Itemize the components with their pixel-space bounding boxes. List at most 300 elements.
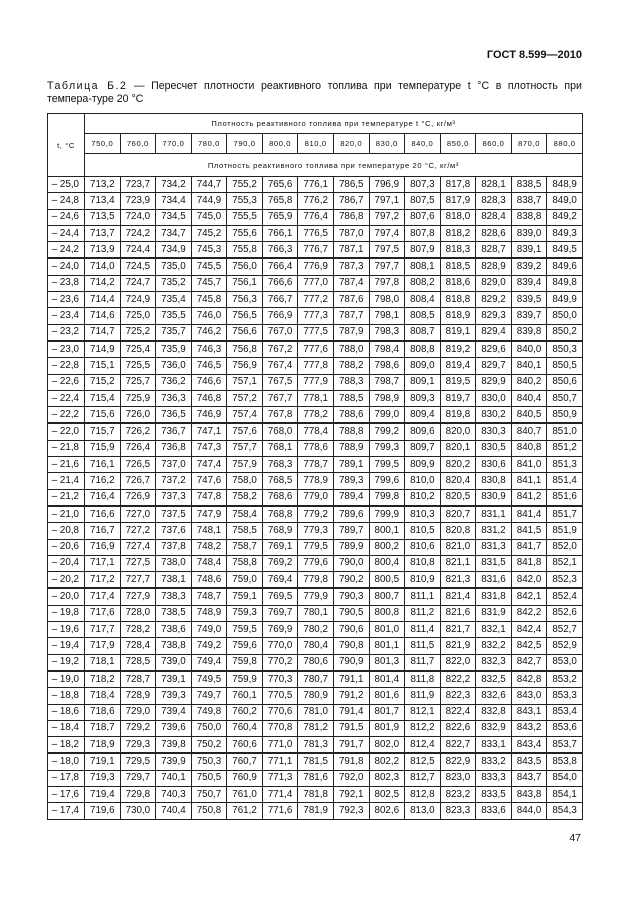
density-cell: 791,8 [333,753,369,770]
temperature-cell: – 19,2 [48,654,85,671]
density-cell: 770,6 [262,704,298,720]
density-cell: 790,2 [333,572,369,589]
page-number: 47 [569,832,581,844]
density-cell: 716,6 [85,506,121,523]
density-cell: 798,3 [369,324,405,341]
density-cell: 788,2 [333,358,369,374]
density-cell: 729,2 [120,720,156,736]
density-cell: 717,1 [85,555,121,571]
density-cell: 715,4 [85,390,121,406]
density-cell: 844,0 [511,803,547,819]
density-cell: 797,2 [369,209,405,225]
density-cell: 821,3 [440,572,476,589]
density-cell: 758,7 [227,539,263,555]
temperature-cell: – 18,8 [48,688,85,704]
density-cell: 713,2 [85,177,121,193]
density-cell: 749,0 [191,622,227,638]
density-cell: 761,2 [227,803,263,819]
density-cell: 839,0 [511,225,547,241]
density-cell: 854,0 [547,770,583,786]
density-cell: 831,5 [476,555,512,571]
density-cell: 823,2 [440,786,476,802]
density-cell: 726,7 [120,473,156,489]
density-cell: 766,4 [262,258,298,275]
density-cell: 760,6 [227,737,263,754]
density-cell: 749,8 [191,704,227,720]
density-cell: 780,4 [298,638,334,654]
density-cell: 779,8 [298,572,334,589]
density-cell: 809,1 [405,374,441,390]
density-cell: 852,1 [547,555,583,571]
density-cell: 820,4 [440,473,476,489]
table-row [48,209,583,225]
density-cell: 821,4 [440,588,476,605]
density-cell: 830,8 [476,473,512,489]
temperature-cell: – 18,6 [48,704,85,720]
temperature-cell: – 17,8 [48,770,85,786]
density-cell: 728,7 [120,671,156,688]
density-cell: 829,6 [476,341,512,358]
density-cell: 809,6 [405,423,441,440]
density-cell: 833,3 [476,770,512,786]
density-cell: 822,7 [440,737,476,754]
density-cell: 851,2 [547,440,583,456]
density-cell: 790,8 [333,638,369,654]
table-row [48,292,583,308]
density-cell: 850,2 [547,324,583,341]
density-column-header: 780,0 [191,134,227,154]
density-cell: 758,4 [227,506,263,523]
density-cell: 750,7 [191,786,227,802]
density-cell: 800,8 [369,605,405,621]
density-cell: 791,4 [333,704,369,720]
density-cell: 746,2 [191,324,227,341]
density-cell: 799,2 [369,423,405,440]
density-cell: 851,6 [547,489,583,506]
density-cell: 766,6 [262,275,298,291]
density-column-header: 880,0 [547,134,583,154]
density-cell: 727,7 [120,572,156,589]
density-cell: 818,5 [440,258,476,275]
density-cell: 791,2 [333,688,369,704]
density-column-header: 850,0 [440,134,476,154]
density-cell: 818,6 [440,275,476,291]
density-cell: 801,9 [369,720,405,736]
density-cell: 726,0 [120,407,156,424]
density-cell: 828,4 [476,209,512,225]
density-cell: 852,3 [547,572,583,589]
density-cell: 809,9 [405,457,441,473]
table-row [48,407,583,424]
density-cell: 740,1 [156,770,192,786]
density-cell: 798,0 [369,292,405,308]
density-cell: 715,6 [85,407,121,424]
temperature-cell: – 18,0 [48,753,85,770]
table-row [48,358,583,374]
temperature-cell: – 21,4 [48,473,85,489]
density-cell: 735,5 [156,308,192,324]
density-cell: 787,3 [333,258,369,275]
density-cell: 850,0 [547,308,583,324]
density-cell: 788,3 [333,374,369,390]
density-cell: 727,2 [120,523,156,539]
density-cell: 821,6 [440,605,476,621]
table-row [48,688,583,704]
density-cell: 768,6 [262,489,298,506]
density-cell: 819,5 [440,374,476,390]
density-cell: 715,2 [85,374,121,390]
density-cell: 853,7 [547,737,583,754]
density-cell: 727,0 [120,506,156,523]
density-cell: 724,2 [120,225,156,241]
density-cell: 853,3 [547,688,583,704]
table-row [48,671,583,688]
density-cell: 789,4 [333,489,369,506]
density-cell: 813,0 [405,803,441,819]
density-cell: 759,6 [227,638,263,654]
temperature-cell: – 22,8 [48,358,85,374]
density-cell: 797,7 [369,258,405,275]
density-cell: 854,3 [547,803,583,819]
density-cell: 832,1 [476,622,512,638]
density-cell: 765,8 [262,193,298,209]
density-cell: 724,0 [120,209,156,225]
density-cell: 798,7 [369,374,405,390]
density-cell: 725,2 [120,324,156,341]
density-cell: 848,9 [547,177,583,193]
density-cell: 724,9 [120,292,156,308]
density-cell: 739,3 [156,688,192,704]
temperature-cell: – 23,6 [48,292,85,308]
density-cell: 725,0 [120,308,156,324]
temperature-cell: – 17,4 [48,803,85,819]
table-row [48,225,583,241]
density-cell: 761,0 [227,786,263,802]
density-cell: 822,2 [440,671,476,688]
density-cell: 833,2 [476,753,512,770]
density-cell: 757,7 [227,440,263,456]
density-cell: 777,5 [298,324,334,341]
density-cell: 853,8 [547,753,583,770]
density-cell: 776,1 [298,177,334,193]
density-cell: 852,7 [547,622,583,638]
temperature-cell: – 22,0 [48,423,85,440]
density-cell: 801,7 [369,704,405,720]
density-cell: 727,4 [120,539,156,555]
table-row [48,523,583,539]
density-cell: 781,9 [298,803,334,819]
density-cell: 831,6 [476,572,512,589]
density-cell: 718,7 [85,720,121,736]
table-row [48,193,583,209]
density-cell: 738,5 [156,605,192,621]
density-cell: 725,4 [120,341,156,358]
temperature-cell: – 24,0 [48,258,85,275]
density-cell: 802,2 [369,753,405,770]
density-cell: 842,4 [511,622,547,638]
density-cell: 800,2 [369,539,405,555]
density-cell: 790,5 [333,605,369,621]
temperature-cell: – 17,6 [48,786,85,802]
density-cell: 756,6 [227,324,263,341]
density-cell: 829,3 [476,308,512,324]
table-row [48,390,583,406]
density-cell: 748,7 [191,588,227,605]
density-cell: 757,9 [227,457,263,473]
density-cell: 776,5 [298,225,334,241]
density-cell: 770,8 [262,720,298,736]
density-cell: 791,1 [333,671,369,688]
density-cell: 715,9 [85,440,121,456]
density-cell: 739,8 [156,737,192,754]
density-cell: 818,0 [440,209,476,225]
density-cell: 798,9 [369,390,405,406]
temperature-cell: – 19,4 [48,638,85,654]
density-cell: 734,4 [156,193,192,209]
density-column-header: 870,0 [511,134,547,154]
density-cell: 789,3 [333,473,369,489]
density-cell: 838,5 [511,177,547,193]
density-cell: 747,9 [191,506,227,523]
density-cell: 714,4 [85,292,121,308]
density-cell: 838,7 [511,193,547,209]
density-cell: 812,7 [405,770,441,786]
density-cell: 715,1 [85,358,121,374]
table-row [48,605,583,621]
density-cell: 734,7 [156,225,192,241]
density-cell: 739,4 [156,704,192,720]
density-cell: 807,8 [405,225,441,241]
density-cell: 851,3 [547,457,583,473]
density-cell: 822,9 [440,753,476,770]
table-header [48,114,583,177]
density-cell: 719,6 [85,803,121,819]
density-cell: 780,1 [298,605,334,621]
density-cell: 770,3 [262,671,298,688]
table-row [48,489,583,506]
density-cell: 745,3 [191,242,227,259]
density-cell: 765,9 [262,209,298,225]
density-cell: 736,8 [156,440,192,456]
density-cell: 792,1 [333,786,369,802]
density-cell: 759,1 [227,588,263,605]
density-column-header: 840,0 [405,134,441,154]
density-column-header: 790,0 [227,134,263,154]
density-cell: 829,4 [476,324,512,341]
density-cell: 717,7 [85,622,121,638]
density-cell: 724,5 [120,258,156,275]
density-cell: 750,8 [191,803,227,819]
density-at-t-header: Плотность реактивного топлива при температуре t °C, кг/м³ [85,114,583,134]
density-cell: 809,7 [405,440,441,456]
density-cell: 715,7 [85,423,121,440]
temperature-cell: – 18,2 [48,737,85,754]
density-cell: 839,4 [511,275,547,291]
density-cell: 852,6 [547,605,583,621]
density-cell: 779,3 [298,523,334,539]
density-cell: 853,6 [547,720,583,736]
density-cell: 808,2 [405,275,441,291]
density-cell: 778,7 [298,457,334,473]
density-cell: 780,7 [298,671,334,688]
density-cell: 808,4 [405,292,441,308]
density-cell: 817,8 [440,177,476,193]
density-cell: 849,6 [547,258,583,275]
density-cell: 758,8 [227,555,263,571]
density-cell: 838,8 [511,209,547,225]
density-cell: 789,9 [333,539,369,555]
density-cell: 843,4 [511,737,547,754]
density-cell: 777,9 [298,374,334,390]
density-cell: 852,4 [547,588,583,605]
density-cell: 821,9 [440,638,476,654]
density-cell: 790,6 [333,622,369,638]
density-cell: 737,5 [156,506,192,523]
density-cell: 718,2 [85,671,121,688]
density-cell: 760,7 [227,753,263,770]
density-cell: 779,2 [298,506,334,523]
density-cell: 735,0 [156,258,192,275]
density-column-header: 800,0 [262,134,298,154]
density-cell: 718,9 [85,737,121,754]
density-column-header: 770,0 [156,134,192,154]
density-cell: 781,6 [298,770,334,786]
density-cell: 801,3 [369,654,405,671]
density-cell: 849,8 [547,275,583,291]
density-cell: 811,7 [405,654,441,671]
density-cell: 830,5 [476,440,512,456]
density-cell: 831,9 [476,605,512,621]
density-cell: 854,1 [547,786,583,802]
density-cell: 719,1 [85,753,121,770]
density-cell: 820,1 [440,440,476,456]
density-cell: 808,7 [405,324,441,341]
density-cell: 776,7 [298,242,334,259]
density-cell: 756,0 [227,258,263,275]
density-cell: 843,1 [511,704,547,720]
density-cell: 716,4 [85,489,121,506]
density-cell: 779,0 [298,489,334,506]
density-cell: 788,9 [333,440,369,456]
density-cell: 750,5 [191,770,227,786]
density-cell: 791,7 [333,737,369,754]
density-cell: 727,5 [120,555,156,571]
density-cell: 739,0 [156,654,192,671]
density-cell: 853,0 [547,654,583,671]
density-cell: 736,2 [156,374,192,390]
density-cell: 739,1 [156,671,192,688]
density-cell: 735,7 [156,324,192,341]
temperature-cell: – 22,6 [48,374,85,390]
density-cell: 849,0 [547,193,583,209]
density-cell: 823,0 [440,770,476,786]
density-cell: 789,6 [333,506,369,523]
density-cell: 808,1 [405,258,441,275]
density-cell: 719,4 [85,786,121,802]
density-cell: 850,7 [547,390,583,406]
density-cell: 850,3 [547,341,583,358]
density-cell: 745,5 [191,258,227,275]
density-cell: 745,2 [191,225,227,241]
density-cell: 787,9 [333,324,369,341]
density-cell: 777,3 [298,308,334,324]
density-cell: 748,2 [191,539,227,555]
density-cell: 776,2 [298,193,334,209]
density-cell: 810,9 [405,572,441,589]
density-column-header: 860,0 [476,134,512,154]
density-cell: 818,8 [440,292,476,308]
table-row [48,457,583,473]
density-cell: 728,5 [120,654,156,671]
temperature-cell: – 21,2 [48,489,85,506]
table-row [48,803,583,819]
density-cell: 833,5 [476,786,512,802]
density-cell: 841,7 [511,539,547,555]
density-cell: 812,4 [405,737,441,754]
density-cell: 729,5 [120,753,156,770]
table-row [48,622,583,638]
density-cell: 730,0 [120,803,156,819]
density-cell: 841,4 [511,506,547,523]
density-cell: 781,5 [298,753,334,770]
density-cell: 807,6 [405,209,441,225]
density-cell: 829,7 [476,358,512,374]
density-cell: 849,9 [547,292,583,308]
density-cell: 718,1 [85,654,121,671]
density-cell: 759,8 [227,654,263,671]
density-cell: 747,6 [191,473,227,489]
density-cell: 771,0 [262,737,298,754]
temperature-cell: – 21,6 [48,457,85,473]
density-cell: 796,9 [369,177,405,193]
density-cell: 736,5 [156,407,192,424]
density-cell: 766,1 [262,225,298,241]
density-cell: 830,9 [476,489,512,506]
table-row [48,753,583,770]
density-cell: 726,5 [120,457,156,473]
density-cell: 717,2 [85,572,121,589]
temperature-cell: – 23,4 [48,308,85,324]
density-cell: 832,8 [476,704,512,720]
density-cell: 799,8 [369,489,405,506]
density-cell: 807,9 [405,242,441,259]
density-cell: 808,8 [405,341,441,358]
density-cell: 798,1 [369,308,405,324]
density-cell: 717,9 [85,638,121,654]
density-cell: 828,7 [476,242,512,259]
density-cell: 822,0 [440,654,476,671]
density-cell: 812,1 [405,704,441,720]
density-cell: 788,0 [333,341,369,358]
density-cell: 738,3 [156,588,192,605]
density-cell: 840,4 [511,390,547,406]
density-cell: 757,2 [227,390,263,406]
density-cell: 736,0 [156,358,192,374]
density-cell: 852,0 [547,539,583,555]
density-column-header: 750,0 [85,134,121,154]
density-cell: 820,5 [440,489,476,506]
density-cell: 800,5 [369,572,405,589]
table-row [48,341,583,358]
density-cell: 734,5 [156,209,192,225]
table-body [48,177,583,820]
density-cell: 758,5 [227,523,263,539]
density-cell: 771,3 [262,770,298,786]
density-cell: 766,7 [262,292,298,308]
density-cell: 779,6 [298,555,334,571]
density-cell: 768,5 [262,473,298,489]
density-cell: 850,5 [547,358,583,374]
